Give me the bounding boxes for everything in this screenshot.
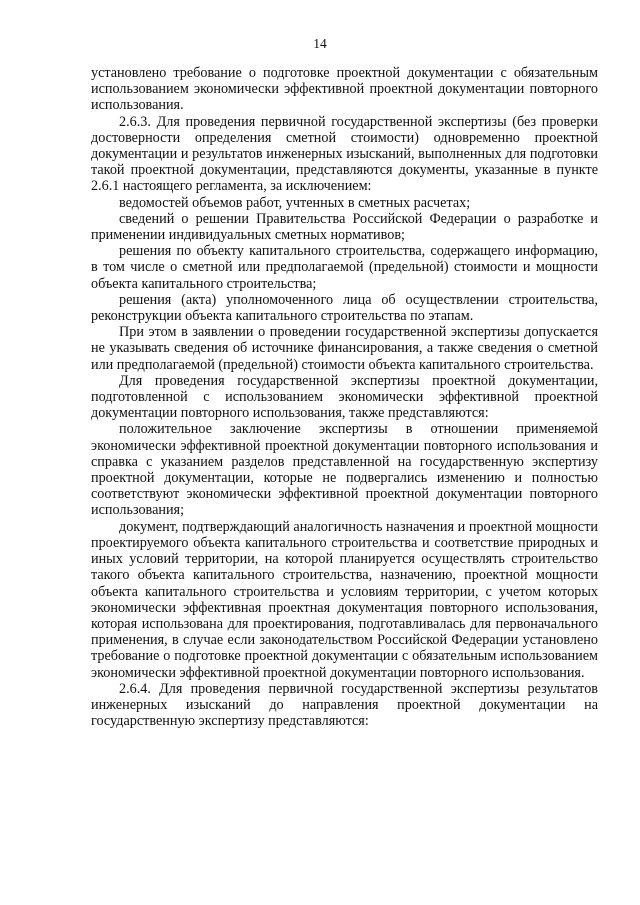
document-body — [91, 65, 598, 729]
list-item-analogy-document: документ, подтверждающий аналогичность назначения и проектной мощности проектируемого объекта капитального строительства и соответствие природных и иных условий территории, на которой планируется осуществлять строительство такого объекта капитального строительства, назначению, проектной мощности объекта капитального строительства и условиям территории, с учетом которых экономически эффективная проектная документация повторного использования, которая использована для проектирования, подготавливалась для первоначального применения, в случае если законодательством Российской Федерации установлено требование о подготовке проектной документации с обязательным использованием экономически эффективной проектной документации повторного использования. — [91, 518, 598, 681]
list-item-work-volumes: ведомостей объемов работ, учтенных в сметных расчетах; — [119, 194, 471, 211]
list-item-positive-conclusion: положительное заключение экспертизы в отношении применяемой экономически эффективной проектной документации повторного использования и справка с указанием разделов представленной на государственную экспертизу проектной документации, которые не подвергались изменению и полностью соответствуют экономически эффективной проектной документации повторного использования; — [91, 421, 598, 519]
paragraph-2-6-4: 2.6.4. Для проведения первичной государственной экспертизы результатов инженерных изысканий до направления проектной документации на государственную экспертизу представляются: — [91, 680, 598, 730]
page-number: 14 — [313, 36, 327, 51]
paragraph-application-note: При этом в заявлении о проведении государственной экспертизы допускается не указывать сведения об источнике финансирования, а также сведения о сметной или предполагаемой (предельной) стоимости объекта капитального строительства. — [91, 324, 598, 373]
paragraph-reuse-documentation: Для проведения государственной экспертизы проектной документации, подготовленной с использованием экономически эффективной проектной документации повторного использования, также представляются: — [91, 372, 598, 422]
list-item-stage-decision: решения (акта) уполномоченного лица об осуществлении строительства, реконструкции объекта капитального строительства по этапам. — [91, 291, 598, 325]
paragraph-2-6-3: 2.6.3. Для проведения первичной государственной экспертизы (без проверки достоверности определения сметной стоимости) одновременно проектной документации и результатов инженерных изысканий, выполненных для подготовки такой проектной документации, представляются документы, указанные в пункте 2.6.1 настоящего регламента, за исключением: — [91, 113, 598, 195]
paragraph-continuation: установлено требование о подготовке проектной документации с обязательным использованием экономически эффективной проектной документации повторного использования. — [91, 65, 598, 114]
list-item-government-decision: сведений о решении Правительства Российской Федерации о разработке и применении индивидуальных сметных нормативов; — [91, 210, 598, 244]
list-item-construction-decision: решения по объекту капитального строительства, содержащего информацию, в том числе о сметной или предполагаемой (предельной) стоимости и мощности объекта капитального строительства; — [91, 243, 598, 292]
